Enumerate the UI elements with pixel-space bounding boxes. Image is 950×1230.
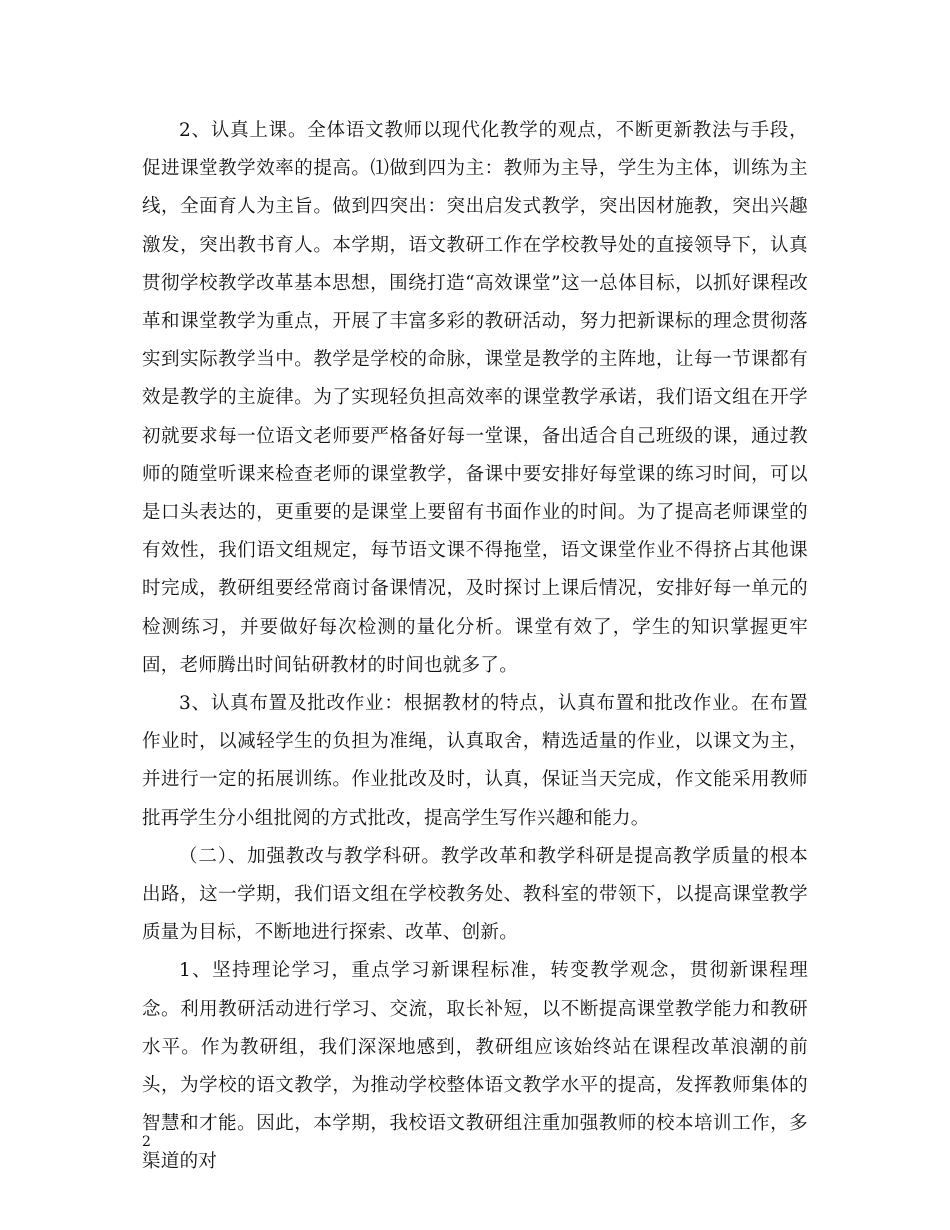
paragraph-item-2-attend-class: 2、认真上课。全体语文教师以现代化教学的观点，不断更新教法与手段，促进课堂教学效率的提高。⑴做到四为主：教师为主导，学生为主体，训练为主线，全面育人为主旨。做到四突出：突出启发式教学，突出因材施教，突出兴趣激发，突出教书育人。本学期，语文教研工作在学校教导处的直接领导下，认真贯彻学校教学改革基本思想，围绕打造“高效课堂”这一总体目标，以抓好课程改革和课堂教学为重点，开展了丰富多彩的教研活动，努力把新课标的理念贯彻落实到实际教学当中。教学是学校的命脉，课堂是教学的主阵地，让每一节课都有效是教学的主旋律。为了实现轻负担高效率的课堂教学承诺，我们语文组在开学初就要求每一位语文老师要严格备好每一堂课，备出适合自己班级的课，通过教师的随堂听课来检查老师的课堂教学，备课中要安排好每堂课的练习时间，可以是口头表达的，更重要的是课堂上要留有书面作业的时间。为了提高老师课堂的有效性，我们语文组规定，每节语文课不得拖堂，语文课堂作业不得挤占其他课时完成，教研组要经常商讨备课情况，及时探讨上课后情况，安排好每一单元的检测练习，并要做好每次检测的量化分析。课堂有效了，学生的知识掌握更牢固，老师腾出时间钻研教材的时间也就多了。 bbox=[142, 120, 808, 676]
paragraph-section-2-teaching-reform: （二）、加强教改与教学科研。教学改革和教学科研是提高教学质量的根本出路，这一学期，我们语文组在学校教务处、教科室的带领下，以提高课堂教学质量为目标，不断地进行探索、改革、创新。 bbox=[142, 845, 808, 944]
page-body bbox=[142, 112, 808, 1182]
paragraph-item-1-theory-study: 1、坚持理论学习，重点学习新课程标准，转变教学观念，贯彻新课程理念。利用教研活动进行学习、交流，取长补短，以不断提高课堂教学能力和教研水平。作为教研组，我们深深地感到，教研组应该始终站在课程改革浪潮的前头，为学校的语文教学，为推动学校整体语文教学水平的提高，发挥教师集体的智慧和才能。因此，本学期，我校语文教研组注重加强教师的校本培训工作，多渠道的对 bbox=[142, 960, 808, 1173]
paragraph-item-3-homework: 3、认真布置及批改作业：根据教材的特点，认真布置和批改作业。在布置作业时，以减轻学生的负担为准绳，认真取舍，精选适量的作业，以课文为主，并进行一定的拓展训练。作业批改及时，认真，保证当天完成，作文能采用教师批再学生分小组批阅的方式批改，提高学生写作兴趣和能力。 bbox=[142, 693, 808, 829]
page-number: 2 bbox=[142, 1134, 151, 1150]
